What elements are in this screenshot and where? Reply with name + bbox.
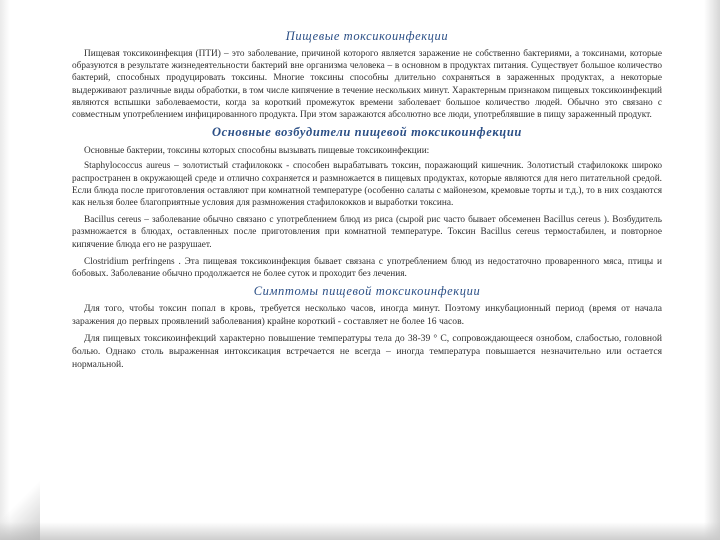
page-corner-curl: [0, 480, 40, 540]
bacillus-paragraph: Bacillus cereus – заболевание обычно связано с употреблением блюд из риса (сырой рис часто бывает обсеменен Bacillus cereus ). Возбудитель размножается в блюдах, оставленных после приготовления при комнатной температуре. Токсин Bacillus cereus термостабилен, и повторное кипячение блюда его не разрушает.: [72, 215, 662, 250]
section-heading-symptoms: Симптомы пищевой токсикоинфекции: [253, 284, 481, 299]
agents-lead-paragraph: Основные бактерии, токсины которых способны вызывать пищевые токсикоинфекции:: [84, 146, 430, 157]
staph-paragraph: Staphylococcus aureus – золотистый стафилококк - способен вырабатывать токсин, поражающий кишечник. Золотистый стафилококк широко распространен в окружающей среде и отлично сохраняется и размножается в пищевых продуктах, которые являются для него питательной средой. Если блюда после приготовления оставляют при комнатной температуре (особенно салаты с майонезом, кремовые торты и т.д.), то в них создаются как нельзя более благоприятные условия для размножения стафилококков и выработки токсина.: [72, 161, 662, 209]
page-edge-shadow-right: [704, 0, 720, 540]
symptoms-paragraph-2: Для пищевых токсикоинфекций характерно повышение температуры тела до 38-39 ° С, сопровождающееся ознобом, слабостью, головной болью. Однако столь выраженная интоксикация встречается не всегда – иногда температура повышается незначительно или остается нормальной.: [72, 333, 662, 370]
symptoms-paragraph-1: Для того, чтобы токсин попал в кровь, требуется несколько часов, иногда минут. Поэтому инкубационный период (время от начала заражения до первых проявлений заболевания) крайне короткий - составляет не более 16 часов.: [72, 303, 662, 327]
document-body: [72, 28, 662, 374]
clostridium-paragraph: Clostridium perfringens . Эта пищевая токсикоинфекция бывает связана с употреблением блюд из недостаточно проваренного мяса, птицы и бобовых. Заболевание обычно продолжается не более суток и проходит без лечения.: [72, 256, 662, 280]
intro-paragraph: Пищевая токсикоинфекция (ПТИ) – это заболевание, причиной которого является заражение не собственно бактериями, а токсинами, которые образуются в результате жизнедеятельности бактерий вне организма человека – в основном в продуктах питания. Существует большое количество бактерий, способных продуцировать токсины. Многие токсины способны длительно сохраняться в зараженных продуктах, а некоторые выдерживают различные виды обработки, в том числе кипячение в течение нескольких минут. Характерным признаком пищевых токсикоинфекций являются вспышки заболеваемости, когда за короткий промежуток времени заболевает большое количество людей. Обычно это связано с совместным употреблением инфицированного продукта. При этом заражаются абсолютно все люди, употреблявшие в пищу зараженный продукт.: [72, 49, 662, 121]
section-heading-agents: Основные возбудители пищевой токсикоинфекции: [212, 125, 522, 140]
page-title: Пищевые токсикоинфекции: [285, 29, 449, 43]
page-edge-shadow-left: [0, 0, 10, 540]
page-edge-shadow-bottom: [0, 522, 720, 540]
